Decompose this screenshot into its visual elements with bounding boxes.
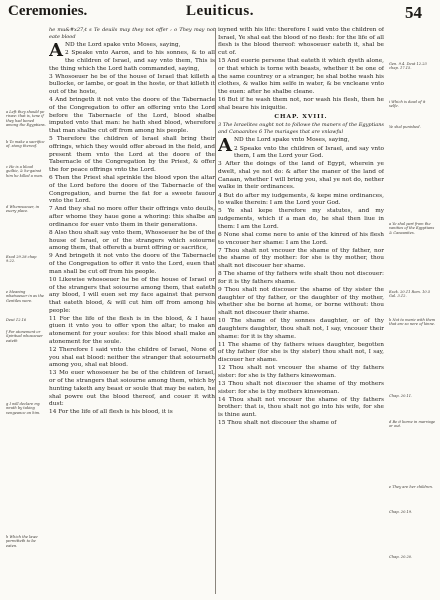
verse-text: 7 Thou shalt not vncouer the shame of thy father, nor the shame of thy mother: for she is thy mother, thou shalt not discouer her shame. — [218, 247, 384, 269]
verse-text: 7 And they shal no more offer their offrings vnto deuils, after whome they haue gone a whoring: this shalbe an ordinance for euer vnto them in their generations. — [49, 206, 215, 228]
page-number: 54 — [405, 3, 422, 22]
verse-text: 8 The shame of thy fathers wife shalt thou not discouer: for it is thy fathers shame. — [218, 271, 384, 285]
verse-text: 2 Speake vnto Aaron, and to his sonnes, & to all the children of Israel, and say vnto them, This is the thing which the Lord hath commanded, saying, — [49, 50, 215, 72]
verse-text: 12 Therefore I said vnto the childre of Israel, None of you shal eat blood: neither the stranger that soiourneth among you, shal eat blood. — [49, 346, 215, 369]
chapter-summary: he mu&#x27;t s Te deuils may they not offer : o They may not eate blood — [49, 27, 215, 40]
chapter-summary-18: 3 The Israelites ought not to followe the maners of the Egyptians and Canaanites 6 The mariages that are vnlawful — [218, 122, 384, 135]
verse-text: 15 Thou shalt not discouer the shame of — [218, 420, 337, 427]
verse — [218, 193, 384, 208]
verse — [49, 409, 215, 417]
margin-note: Deut 12.16 — [6, 318, 27, 322]
verse-text: 16 But if he wash them not, nor wash his flesh, then he shal beare his iniquitie. — [218, 97, 384, 111]
verse — [218, 146, 384, 161]
verse-text: 9 And bringeth it not vnto the doore of the Tabernacle of the Congregation to offer it vnto the Lord, euen that man shall be cut off from his people. — [49, 253, 215, 275]
verse — [218, 365, 384, 380]
drop-cap: A — [218, 135, 232, 157]
margin-note: b To make a sacrifice of. stong thereof. — [6, 140, 45, 149]
verse — [218, 27, 384, 58]
running-head-left: Ceremonies. — [8, 3, 88, 19]
verse — [49, 74, 215, 97]
margin-note: i Which is dead of it selfe. — [389, 100, 426, 109]
verse-text: 2 Speake vnto the children of Israel, and say vnto them, I am the Lord your God. — [233, 145, 384, 160]
verse-text: 3 After the doings of the land of Egypt, wherein ye dwelt, shal ye not do: & after the maner of the land of Canaan, whether I will bring you, shal ye not do, nether walke in their ordinances. — [218, 161, 384, 191]
margin-note: d Be it borne in marriage or out. — [389, 420, 436, 429]
margin-note: g I will declare my wrath by taking vengeance on him. — [6, 402, 41, 415]
drop-cap: A — [49, 40, 63, 62]
verse — [49, 253, 215, 276]
verse-text: 6 None shal come nere to anie of the kinred of his flesh to vncouer her shame: I am the Lord. — [218, 231, 384, 246]
verse-text: 14 Thou shalt not vncouer the shame of thy fathers brother: that is, thou shalt not go into his wife, for she is thine aunt. — [218, 396, 384, 419]
margin-note: Exod 29.28 chap 9.22. — [6, 255, 37, 264]
verse-text: 5 Therefore the children of Israel shall bring their offrings, which they would offer abroad in the field, and present them vnto the Lord at the doore of the Tabernacle of the Congregation by the Priest, & offer the for peace offrings vnto the Lord. — [49, 136, 215, 173]
verse — [49, 316, 215, 347]
verse — [218, 397, 384, 420]
verse-text: ND the Lord spake vnto Moses, saying, — [64, 42, 181, 49]
right-text-column — [218, 27, 384, 593]
margin-note: Chap. 20.20. — [389, 555, 413, 559]
margin-note: Chap. 20.19. — [389, 510, 413, 514]
verse-text: 12 Thou shalt not vncouer the shame of thy fathers sister: for she is thy fathers kinswoman. — [218, 365, 384, 379]
verse — [218, 97, 384, 112]
verse — [218, 420, 384, 428]
verse — [49, 370, 215, 409]
verse-text: 14 For the life of all flesh is his blood, it is — [49, 409, 173, 416]
verse — [218, 208, 384, 231]
verse — [218, 161, 384, 192]
margin-note: e Meaning whatsoeuer in as the Gentiles were. — [6, 290, 45, 303]
verse — [49, 277, 215, 316]
margin-note: Ezek. 20.11 Rom. 10.5 Gal. 3.12. — [389, 290, 431, 299]
margin-note: Ye shal punished. — [389, 125, 421, 129]
verse — [218, 342, 384, 365]
verse-text: 8 Also thou shalt say vnto them, Whosoeuer he be of the house of Israel, or of the strangers which soiourne among them, that offereth a burnt offring or sacrifice, — [49, 229, 215, 252]
verse — [49, 230, 215, 253]
verse-text: ioyned with his life: therefore I said vnto the children of Israel, Ye shal eat the blood of no flesh: for the life of all flesh is the blood thereof: whosoeuer eateth it, shal be cut of. — [218, 27, 384, 57]
verse-text: ND the Lord spake vnto Moses, saying, — [233, 137, 350, 144]
chapter-heading: CHAP. XVIII. — [274, 113, 328, 120]
margin-note: a Left they should pe riswe: that is, tene if they had bened among the Egyptians. — [6, 110, 46, 127]
margin-note: Chap. 20.11. — [389, 394, 413, 398]
margin-note: a Ye shal part from the vanities of the Egyptians & Canaanites. — [389, 222, 435, 235]
verse-text: 11 For the life of the flesh is in the blood, & I haue giuen it vnto you to offer vpon the altar, to make an atonement for your soules: for this blood shall make an atonement for the soule. — [49, 315, 215, 345]
column-divider — [215, 28, 216, 594]
margin-note: Gen. 9.4. Deut 12.23 chap. 17.15. — [389, 62, 427, 71]
running-head — [8, 3, 432, 25]
margin-note: b Not to marie with them that are so nere of kinne. — [389, 318, 436, 327]
verse — [49, 175, 215, 206]
verse-text: 3 Whosoeuer he be of the house of Israel that killeth a bullocke, or lambe, or goat in the hoste, or that killeth it out of the hoste, — [49, 73, 215, 96]
verse-text: 6 Then the Priest shal sprinkle the blood vpon the altar of the Lord before the doore of the Tabernacle of the Congregation, and burne the fat for a sweete fauour vnto the Lord. — [49, 175, 215, 205]
verse-text: 9 Thou shalt not discouer the shame of thy sister the daughter of thy father, or the daughter of thy mother, whether she be borne at home, or borne without: thou shalt not discouer their shame. — [218, 286, 384, 316]
verse — [49, 136, 215, 175]
verse — [218, 232, 384, 247]
verse-text: 4 And bringeth it not vnto the doore of the Tabernacle of the Congregation to offer an offering vnto the Lord before the Tabernacle of the Lord, blood shalbe imputed vnto that man: he hath shed blood, wherefore that man shalbe cut off from among his people. — [49, 97, 215, 135]
margin-note: d Wheresoeuer, in euery place. — [6, 205, 40, 214]
margin-note: f For atonement or Spiritual whosoeuer eateth — [6, 330, 43, 343]
margin-note: e They are her children. — [389, 485, 433, 489]
verse — [218, 271, 384, 286]
verse — [49, 50, 215, 73]
margin-note: c He is a blood guiltie, & he-gainst him he killed a man. — [6, 165, 44, 178]
verse-text: 5 Ye shal kepe therefore my statutes, and my iudgements, which if a man do, he shal then liue in them: I am the Lord. — [218, 208, 384, 230]
verse — [49, 347, 215, 370]
verse-text: 10 Likewise whosoeuer he be of the house of Israel or of the strangers that soiourne among them, that eateth any blood, I will euen set my face against that person that eateth blood, & will cut him off from among his people: — [49, 276, 215, 314]
verse — [218, 287, 384, 318]
running-head-book: Leuiticus. — [186, 3, 254, 19]
verse-text: 13 Mo euer whosoeuer he be of the children of Israel, or of the strangers that soiourne among them, which by hunting taketh any beast or soule that may be eaten, he shal powre out the blood thereof, and couer it with dust: — [49, 370, 215, 408]
verse — [218, 248, 384, 271]
verse-text: 11 The shame of thy fathers wiues daughter, begotten of thy father (for she is thy sister) thou shalt not, I say, discouer her shame. — [218, 341, 384, 363]
verse — [218, 58, 384, 97]
verse — [49, 206, 215, 229]
verse — [218, 381, 384, 396]
verse-text: 4 But do after my iudgements, & kepe mine ordinances, to walke therein: I am the Lord your God. — [218, 192, 384, 207]
verse-text: 13 Thou shalt not discouer the shame of thy mothers sister: for she is thy mothers kinswoman. — [218, 380, 384, 395]
verse — [49, 97, 215, 136]
verse — [218, 318, 384, 341]
margin-note: h Which the lawe permitteth to be eaten. — [6, 535, 38, 548]
left-text-column — [49, 27, 215, 593]
verse-text: 10 The shame of thy sonnes daughter, or of thy daughters daughter, thou shalt not, I say, vncouer their shame: for it is thy shame. — [218, 318, 384, 340]
verse-text: 15 And euerie persone that eateth it which dyeth alone, or that which is torne with beasts, whether it be one of the same countrey or a stranger, he shal bothe wash his clothes, & walke him selfe in water, & be vncleane vnto the euen: after he shalbe cleane. — [218, 58, 384, 96]
